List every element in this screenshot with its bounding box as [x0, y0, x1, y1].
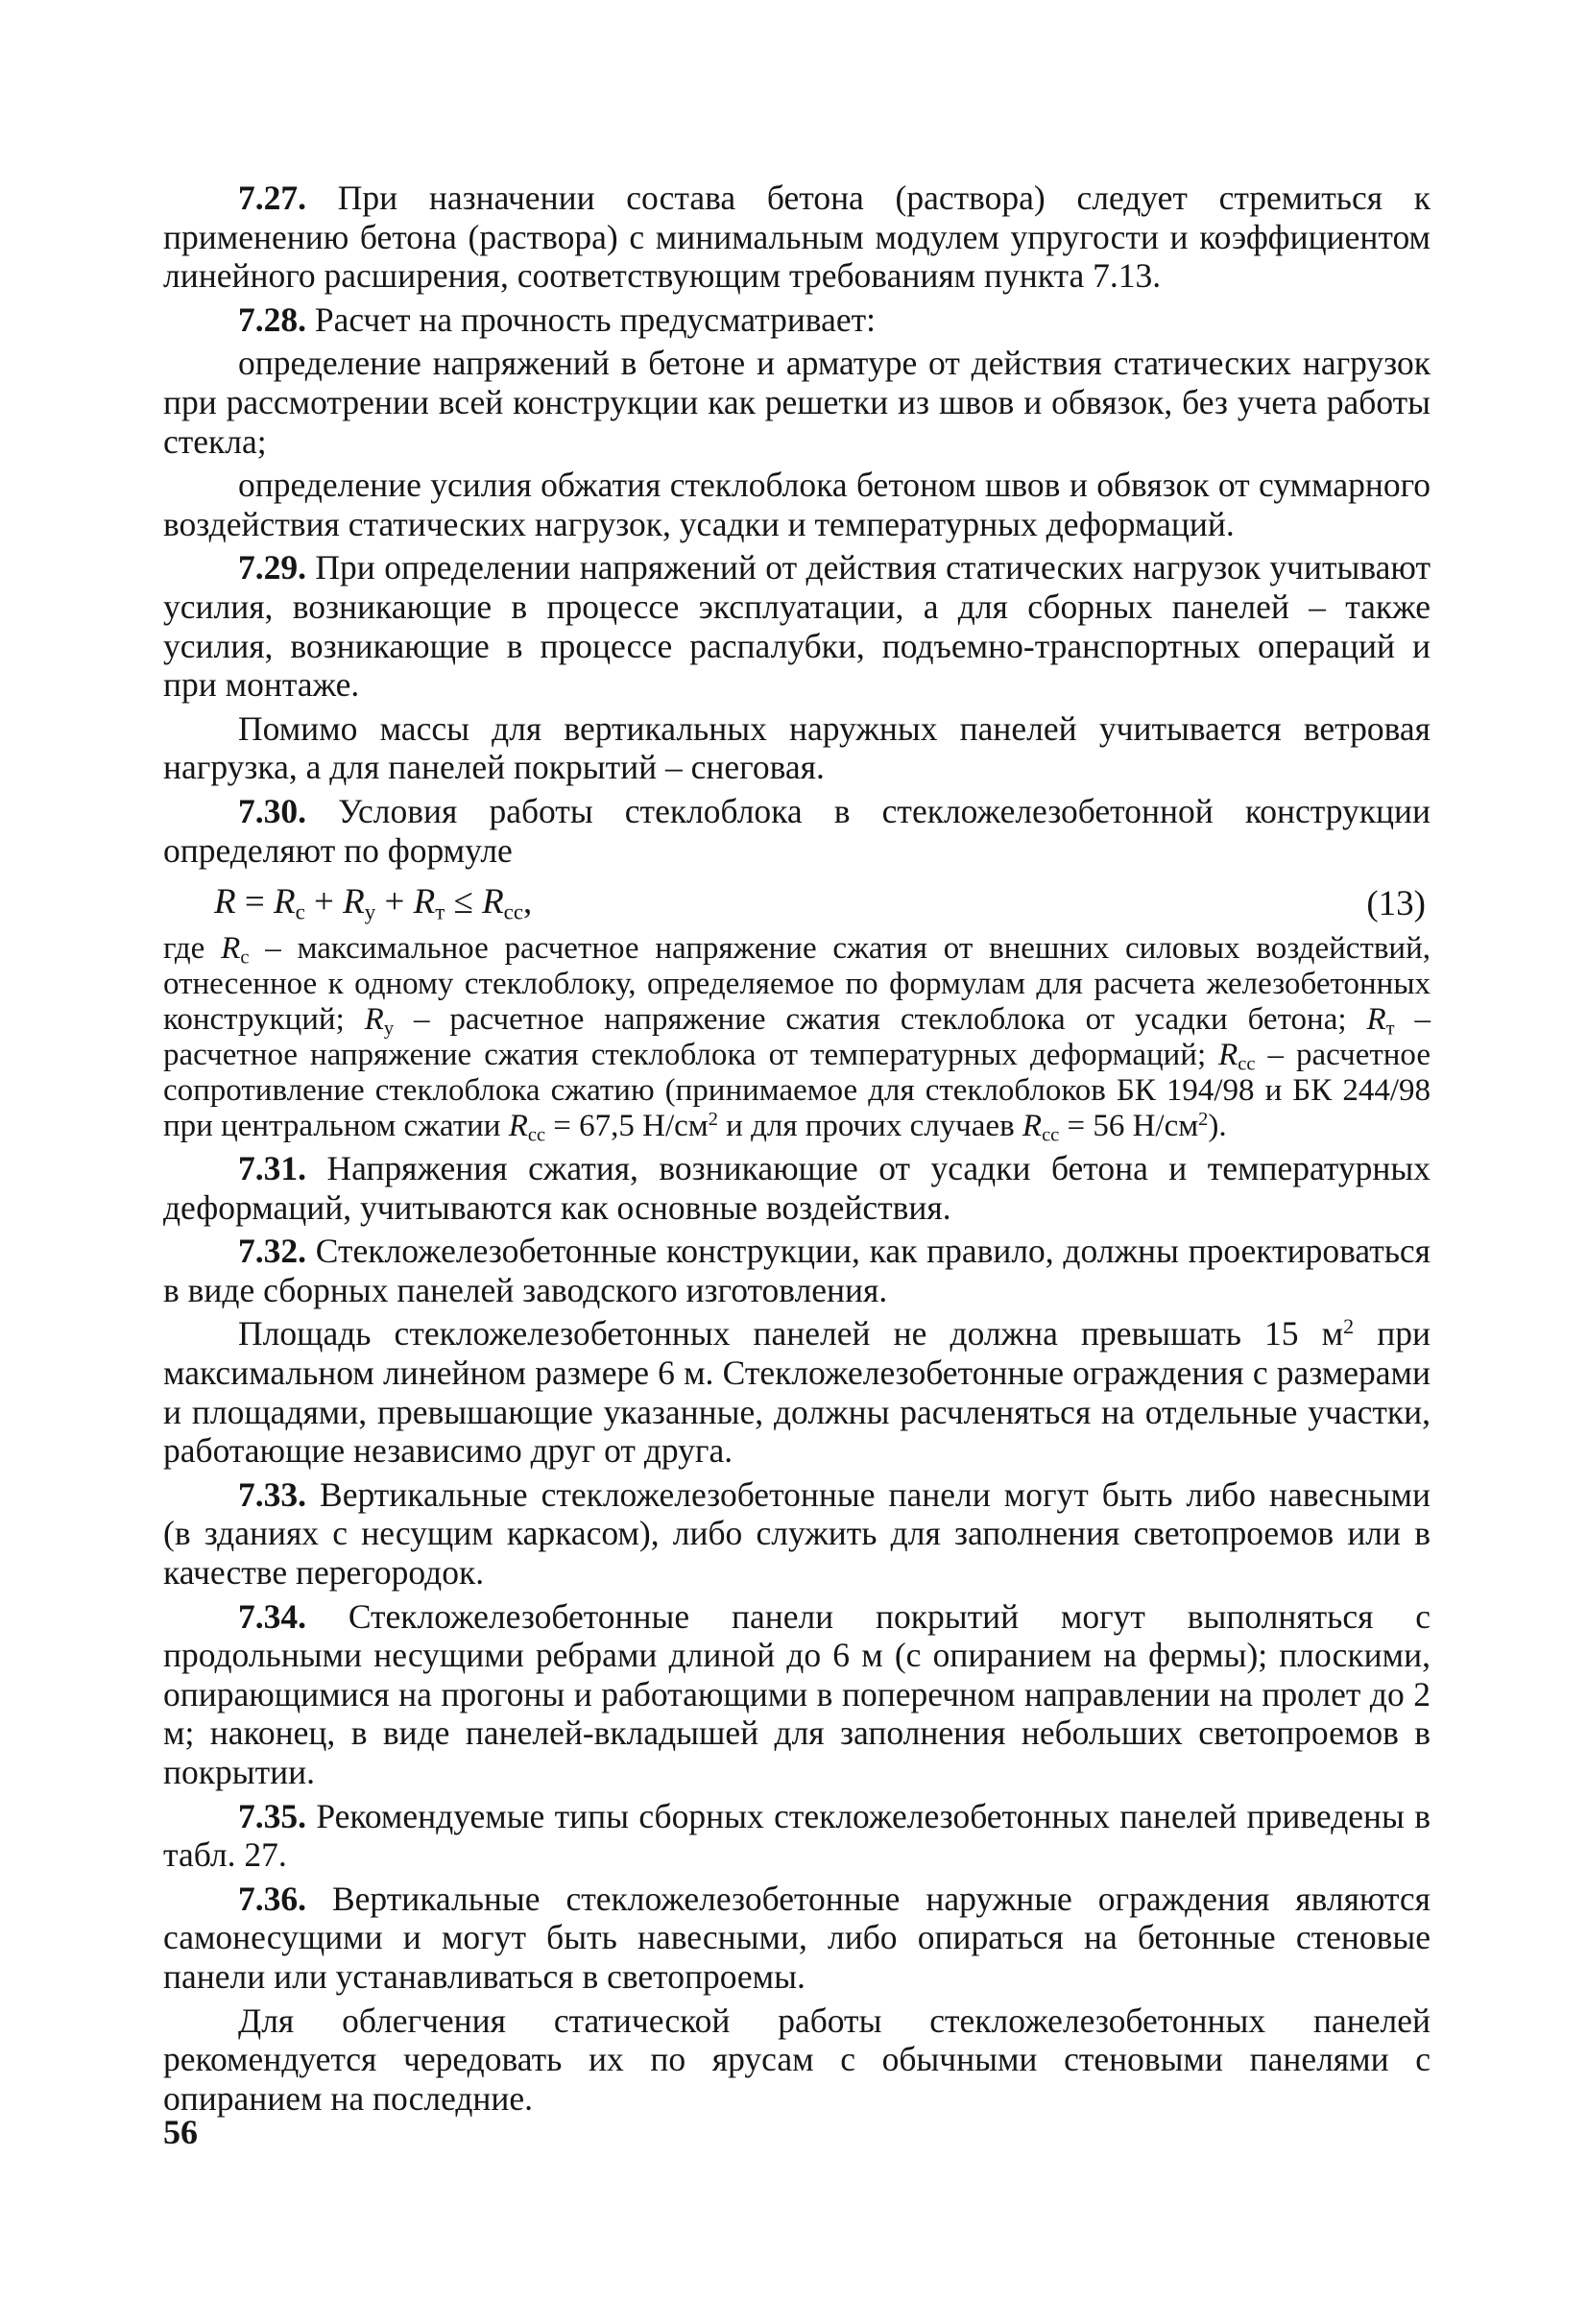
paragraph-compression-determination — [163, 466, 1431, 543]
clause-number: 7.27. — [238, 179, 306, 217]
paragraph-text: Рекомендуемые типы сборных стекложелезобетонных панелей приведены в табл. 27. — [163, 1796, 1431, 1875]
paragraph-stress-determination — [163, 344, 1431, 461]
paragraph-7-33 — [163, 1475, 1431, 1593]
clause-number: 7.30. — [238, 791, 306, 830]
clause-number: 7.29. — [238, 548, 306, 587]
paragraph-wind-load — [163, 709, 1431, 787]
clause-number: 7.28. — [238, 299, 306, 339]
paragraph-text: При назначении состава бетона (раствора) следует стремиться к применению бетона (раствора) с минимальным модулем упругости и коэффициентом линейного расширения, соответствующим требованиям пункта 7.13. — [163, 179, 1431, 296]
paragraph-tier-alternation — [163, 2001, 1431, 2119]
paragraph-7-30 — [163, 792, 1431, 870]
formula-explanation: где $R_c$ – максимальное расчетное напряжение сжатия от внешних силовых воздействий, отнесенное к одному стеклоблоку, определяемое по формулам для расчета железобетонных конструкций; $R_y$ – расчетное напряжение сжатия стеклоблока от усадки бетона; $R_т$ – расчетное напряжение сжатия стеклоблока от температурных деформаций; $R_{cc}$ – расчетное сопротивление стеклоблока сжатию (принимаемое для стеклоблоков БК 194/98 и БК 244/98 при центральном сжатии $R_{cc} = 67,5$ $Н/см^2$ и для прочих случаев $R_{cc} = 56$ $Н/см^2$). — [163, 931, 1431, 1146]
clause-number: 7.36. — [238, 1879, 306, 1918]
paragraph-7-34 — [163, 1597, 1431, 1792]
paragraph-text: Вертикальные стекложелезобетонные наружные ограждения являются самонесущими и могут быть навесными, либо опираться на бетонные стеновые панели или устанавливаться в светопроемы. — [163, 1879, 1431, 1996]
equation-number: (13) — [1366, 884, 1426, 924]
document-page — [163, 179, 1431, 2118]
paragraph-text: Помимо массы для вертикальных наружных панелей учитывается ветровая нагрузка, а для панелей покрытий – снеговая. — [163, 708, 1431, 787]
paragraph-text: Стекложелезобетонные конструкции, как правило, должны проектироваться в виде сборных панелей заводского изготовления. — [163, 1232, 1431, 1309]
paragraph-text: Расчет на прочность предусматривает: — [314, 299, 876, 339]
formula-13 — [163, 875, 1431, 931]
page-number: 56 — [163, 2113, 198, 2151]
paragraph-text: Условия работы стеклоблока в стекложелезобетонной конструкции определяют по формуле — [163, 791, 1431, 870]
paragraph-7-31 — [163, 1149, 1431, 1227]
paragraph-text: При определении напряжений от действия статических нагрузок учитывают усилия, возникающие в процессе эксплуатации, а для сборных панелей – также усилия, возникающие в процессе распалубки, подъемно-транспортных операций и при монтаже. — [163, 548, 1431, 705]
clause-number: 7.33. — [238, 1474, 306, 1514]
clause-number: 7.31. — [238, 1149, 306, 1188]
paragraph-7-36 — [163, 1880, 1431, 1997]
paragraph-text: Для облегчения статической работы стекложелезобетонных панелей рекомендуется чередовать их по ярусам с обычными стеновыми панелями с опиранием на последние. — [163, 2001, 1431, 2118]
clause-number: 7.32. — [238, 1232, 306, 1271]
clause-number: 7.35. — [238, 1796, 306, 1835]
formula-expression: $R = R_c + R_y + R_т \le R_{cc}$, — [214, 882, 533, 924]
paragraph-text: Напряжения сжатия, возникающие от усадки бетона и температурных деформаций, учитываются как основные воздействия. — [163, 1149, 1431, 1227]
paragraph-7-32 — [163, 1232, 1431, 1309]
paragraph-7-29 — [163, 548, 1431, 704]
paragraph-panel-area: Площадь стекложелезобетонных панелей не должна превышать 15 $м^2$ при максимальном линейном размере 6 м. Стекложелезобетонные ограждения с размерами и площадями, превышающие указанные, должны расчленяться на отдельные участки, работающие независимо друг от друга. — [163, 1314, 1431, 1471]
paragraph-text: Стекложелезобетонные панели покрытий могут выполняться с продольными несущими ребрами длиной до 6 м (с опиранием на фермы); плоскими, опирающимися на прогоны и работающими в поперечном направлении на пролет до 2 м; наконец, в виде панелей-вкладышей для заполнения небольших светопроемов в покрытии. — [163, 1596, 1431, 1791]
paragraph-text: Вертикальные стекложелезобетонные панели могут быть либо навесными (в зданиях с несущим каркасом), либо служить для заполнения светопроемов или в качестве перегородок. — [163, 1474, 1431, 1593]
clause-number: 7.34. — [238, 1596, 306, 1636]
paragraph-text: определение усилия обжатия стеклоблока бетоном швов и обвязок от суммарного воздействия статических нагрузок, усадки и температурных деформаций. — [163, 466, 1431, 543]
paragraph-7-27 — [163, 179, 1431, 296]
paragraph-7-28 — [163, 300, 1431, 340]
paragraph-7-35 — [163, 1797, 1431, 1875]
paragraph-text: определение напряжений в бетоне и арматуре от действия статических нагрузок при рассмотрении всей конструкции как решетки из швов и обвязок, без учета работы стекла; — [163, 344, 1431, 461]
